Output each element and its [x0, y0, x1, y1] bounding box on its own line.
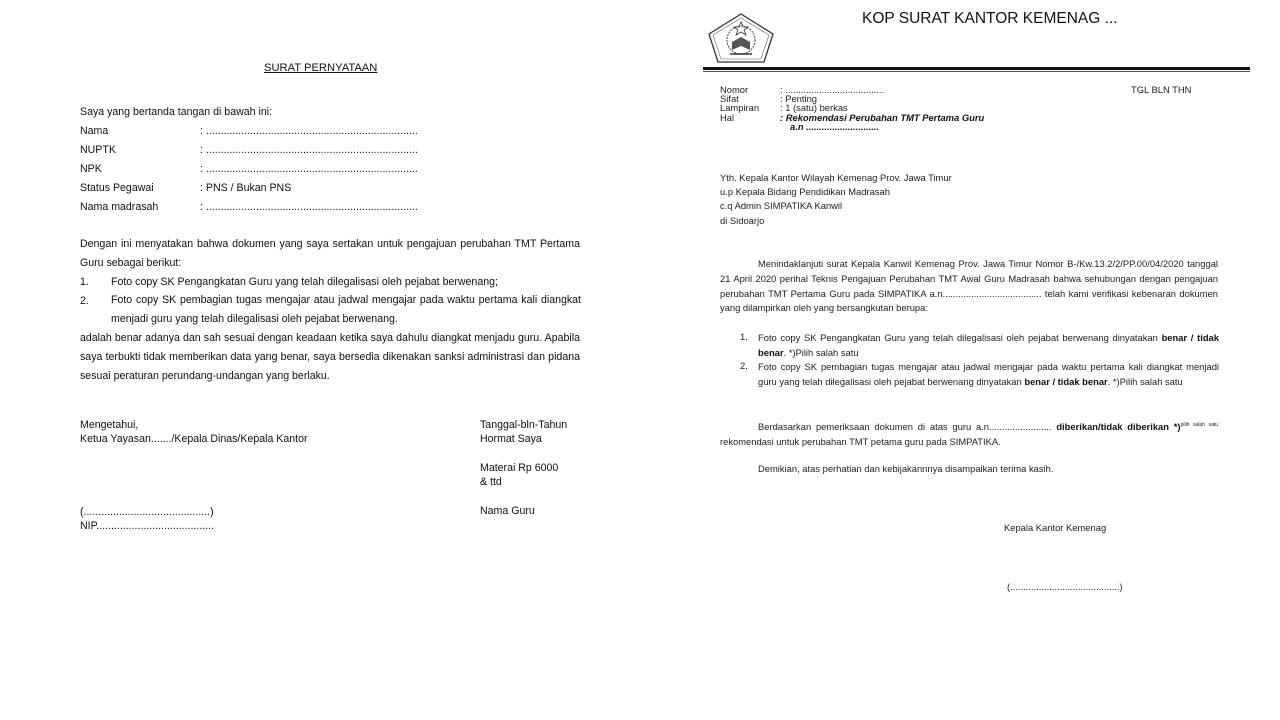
acknowledger-name: (...........................................) [80, 506, 214, 518]
list-number: 2. [740, 360, 748, 371]
list-item-note: . *)Pilih salah satu [1107, 375, 1183, 387]
intro-text: Saya yang bertanda tangan di bawah ini: [80, 106, 273, 118]
address-line: c.q Admin SIMPATIKA Kanwil [720, 200, 843, 211]
meta-label: Hal [720, 112, 735, 123]
stamp-duty-label: Materai Rp 6000 [480, 462, 559, 474]
address-line: Yth. Kepala Kantor Wilayah Kemenag Prov. Jawa Timur [720, 172, 952, 183]
meta-value: : Rekomendasi Perubahan TMT Pertama Guru [780, 112, 985, 123]
acknowledger-title: Ketua Yayasan......./Kepala Dinas/Kepala Kantor [80, 433, 308, 445]
regards-label: Hormat Saya [480, 433, 542, 445]
result-star: *) [1168, 421, 1181, 433]
statement-paragraph: Dengan ini menyatakan bahwa dokumen yang saya sertakan untuk pengajuan perubahan TMT Pertama Guru sebagai berikut: [80, 238, 580, 269]
sign-date: Tanggal-bln-Tahun [480, 419, 568, 431]
field-label: NPK [80, 163, 102, 175]
field-label: Status Pegawai [80, 182, 154, 194]
letterhead-title: KOP SURAT KANTOR KEMENAG ... [862, 10, 1118, 27]
list-item [758, 360, 1219, 390]
acknowledger-nip: NIP........................................ [80, 520, 215, 532]
meta-label: Sifat [720, 93, 739, 104]
result-text: Berdasarkan pemeriksaan dokumen di atas guru a.n........................ [758, 421, 1052, 433]
meta-value: : Penting [780, 93, 818, 104]
meta-label: Lampiran [720, 102, 760, 113]
kemenag-logo-icon [706, 12, 776, 64]
signature-label: & ttd [480, 476, 502, 488]
result-text-end: rekomendasi untuk perubahan TMT petama guru pada SIMPATIKA. [720, 435, 1001, 447]
list-item: Foto copy SK Pengangkatan Guru yang telah dilegalisasi oleh pejabat berwenang; [111, 276, 498, 288]
list-item-text: Foto copy SK pembagian tugas mengajar atau jadwal mengajar pada waktu pertama kali diangkat menjadi guru yang telah dilegalisasi oleh pejabat berwenang dinyatakan [758, 361, 1219, 387]
list-item-text: Foto copy SK Pengangkatan Guru yang telah dilegalisasi oleh pejabat berwenang dinyatakan [758, 332, 1158, 343]
list-item-note: . *)Pilih salah satu [783, 346, 859, 358]
list-number: 1. [80, 276, 89, 288]
field-value: : ........................................................................ [200, 163, 418, 175]
teacher-name: Nama Guru [480, 505, 535, 517]
list-number: 2. [80, 295, 89, 307]
letterhead-divider [703, 67, 1250, 70]
field-value: : ........................................................................ [200, 125, 418, 137]
letter-date: TGL BLN THN [1131, 84, 1192, 95]
closing-text: Demikian, atas perhatian dan kebijakannnya disampaikan terima kasih. [758, 463, 1054, 474]
meta-value: : 1 (satu) berkas [780, 102, 848, 113]
body-paragraph: Menindaklanjuti surat Kepala Kanwil Kemenag Prov. Jawa Timur Nomor B-/Kw.13.2/2/PP.00/04/2020 tanggal 21 April 2020 perihal Teknis Pengajuan Perubahan TMT Awal Guru Madrasah bahwa sehubungan dengan pengajuan perubahan TMT Pertama Guru pada SIMPATIKA a.n...................................... telah kami verifikasi kebenaran dokumen yang dilampirkan oleh yang bersangkutan berupa: [720, 258, 1218, 314]
signer-name: (..........................................) [1007, 581, 1123, 592]
field-value: : ........................................................................ [200, 201, 418, 213]
result-note: pilih salah satu [1180, 422, 1219, 428]
field-label: NUPTK [80, 144, 116, 156]
result-choice: diberikan/tidak diberikan [1056, 421, 1169, 433]
acknowledged-label: Mengetahui, [80, 419, 139, 431]
closing-paragraph: adalah benar adanya dan sah sesuai dengan keadaan ketika saya dahulu diangkat menjadu guru. Apabila saya terbukti tidak memberikan data yang benar, saya bersedia dikenakan sanksi administrasi dan pidana sesuai peraturan perundang-undangan yang berlaku. [80, 332, 580, 382]
list-item [758, 331, 1219, 361]
list-number: 1. [740, 331, 748, 342]
document-title: SURAT PERNYATAAN [264, 62, 378, 74]
meta-label: Nomor [720, 84, 749, 95]
meta-value-continued: a.n ............................ [790, 121, 880, 132]
field-label: Nama [80, 125, 109, 137]
signer-title: Kepala Kantor Kemenag [1004, 522, 1107, 533]
list-item-choice: benar / tidak benar [758, 332, 1219, 358]
field-label: Nama madrasah [80, 201, 159, 213]
meta-value: : ...................................... [780, 84, 885, 95]
letterhead-divider-thin [703, 71, 1250, 72]
address-line: u.p Kepala Bidang Pendidikan Madrasah [720, 186, 890, 197]
list-item: Foto copy SK pembagian tugas mengajar atau jadwal mengajar pada waktu pertama kali diangkat menjadi guru yang telah dilegalisasi oleh pejabat berwenang. [111, 294, 581, 325]
result-paragraph [720, 418, 1218, 450]
field-value: : PNS / Bukan PNS [200, 182, 292, 194]
list-item-choice: benar / tidak benar [1024, 375, 1108, 387]
address-line: di Sidoarjo [720, 215, 765, 226]
field-value: : ........................................................................ [200, 144, 418, 156]
